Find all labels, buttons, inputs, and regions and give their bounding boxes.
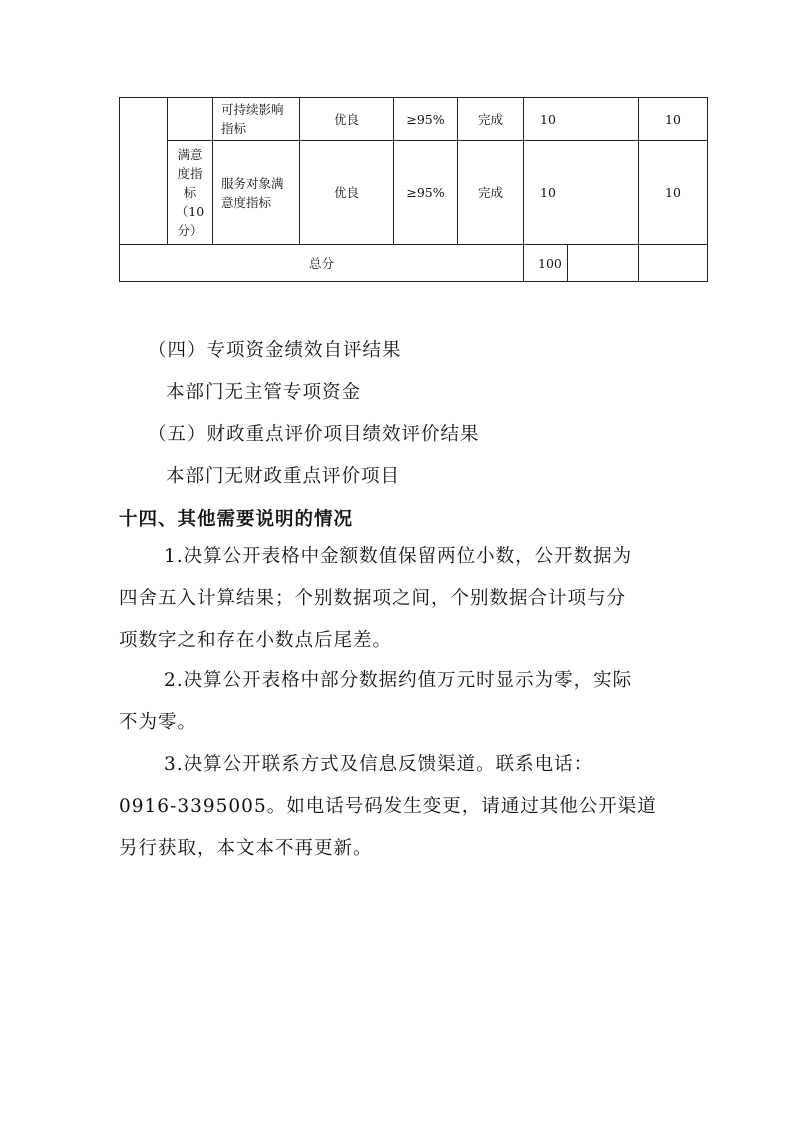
section-5-body: 本部门无财政重点评价项目: [166, 466, 401, 487]
total-label-cell: 总分: [120, 245, 524, 282]
paragraph-3-line: 0916-3395005。如电话号码发生变更，请通过其他公开渠道: [119, 796, 657, 817]
target-cell: ≥95%: [394, 98, 458, 141]
total-weight-cell: 100: [524, 245, 568, 282]
total-score-cell: [568, 245, 639, 282]
table-row: [120, 245, 708, 282]
standard-cell: 优良: [300, 98, 394, 141]
category-line: 标: [183, 185, 197, 200]
paragraph-3-line: 另行获取，本文本不再更新。: [119, 838, 373, 859]
paragraph-3-line: 3.决算公开联系方式及信息反馈渠道。联系电话：: [164, 754, 594, 775]
paragraph-1-line: 四舍五入计算结果；个别数据项之间，个别数据合计项与分: [119, 588, 627, 609]
paragraph-1-line: 1.决算公开表格中金额数值保留两位小数，公开数据为: [164, 546, 633, 567]
target-cell: ≥95%: [394, 141, 458, 245]
section-14-heading: 十四、其他需要说明的情况: [119, 509, 354, 530]
paragraph-2-line: 不为零。: [119, 712, 198, 733]
total-remark-cell: [639, 245, 708, 282]
category-line: （10: [175, 204, 205, 219]
table-row: [120, 141, 708, 245]
category-line: 满意: [177, 147, 203, 162]
table-cell-empty: [120, 98, 168, 245]
weight-cell: 10: [524, 98, 639, 141]
table-row: [120, 98, 708, 141]
indicator-cell: 服务对象满 意度指标: [213, 141, 300, 245]
category-line: 分）: [177, 223, 203, 238]
section-5-heading: （五）财政重点评价项目绩效评价结果: [148, 424, 480, 445]
weight-cell: 10: [524, 141, 639, 245]
performance-table: [119, 97, 708, 282]
indicator-cell: 可持续影响 指标: [213, 98, 300, 141]
standard-cell: 优良: [300, 141, 394, 245]
status-cell: 完成: [458, 141, 524, 245]
table-cell-empty: [168, 98, 213, 141]
section-4-body: 本部门无主管专项资金: [166, 382, 362, 403]
paragraph-2-line: 2.决算公开表格中部分数据约值万元时显示为零，实际: [164, 670, 633, 691]
score-cell: 10: [639, 98, 708, 141]
category-line: 度指: [177, 166, 203, 181]
category-cell: [168, 141, 213, 245]
paragraph-1-line: 项数字之和存在小数点后尾差。: [119, 630, 393, 651]
section-4-heading: （四）专项资金绩效自评结果: [148, 340, 402, 361]
score-cell: 10: [639, 141, 708, 245]
status-cell: 完成: [458, 98, 524, 141]
